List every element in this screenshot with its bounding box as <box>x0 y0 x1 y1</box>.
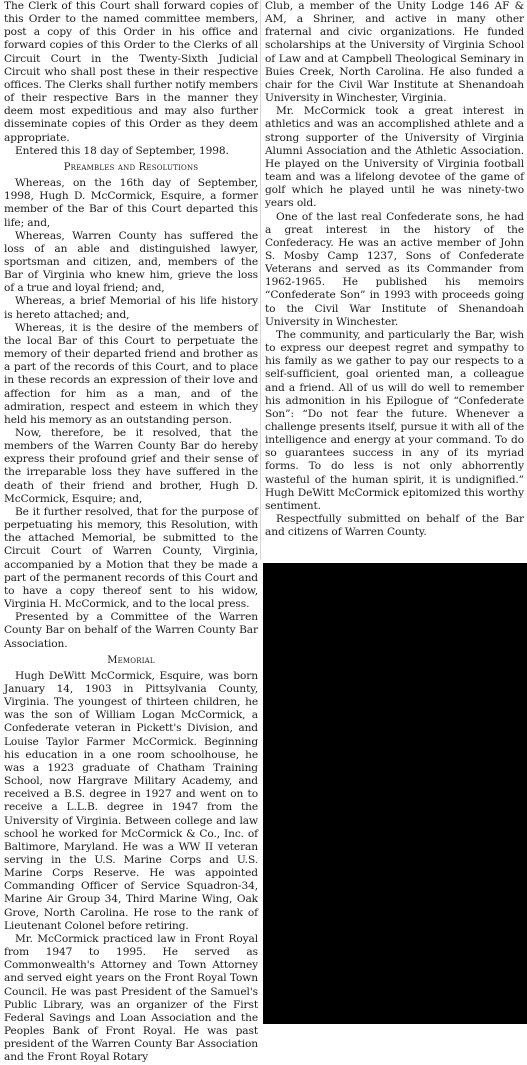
left-column <box>4 0 258 1064</box>
right-column <box>265 0 524 560</box>
whereas-loss-paragraph: Whereas, Warren County has suffered the loss of an able and distinguished lawyer, sportsman and citizen, and, members of the Bar of Virginia who knew him, grieve the loss of a true and loyal friend; and, <box>4 229 258 295</box>
whereas-desire-paragraph: Whereas, it is the desire of the members of the local Bar of this Court to perpetuate the memory of their departed friend and brother as a part of the records of this Court, and to place in these records an expression of their love and affection for him as a man, and of the admiration, respect and esteem in which they held his memory as an outstanding person. <box>4 321 258 426</box>
order-paragraph: The Clerk of this Court shall forward copies of this Order to the named committee members, post a copy of this Order in his office and forward copies of this Order to the Clerks of all Circuit Court in the Twenty-Sixth Judicial Circuit who shall post these in their respective offices. The Clerks shall further notify members of their respective Bars in the manner they deem most expeditious and may also further disseminate copies of this Order as they deem appropriate. <box>4 0 258 144</box>
community-paragraph: The community, and particularly the Bar, wish to express our deepest regret and sympathy to his family as we gather to pay our respects to a self-sufficient, goal oriented man, a colleague and a friend. All of us will do well to remember his admonition in his Epilogue of “Confederate Son”: “Do not fear the future. Whenever a challenge presents itself, pursue it with all of the intelligence and energy at your command. To do so guarantees success in any of its myriad forms. To do less is not only abhorrently wasteful of the human spirit, it is undignified.” Hugh DeWitt McCormick epitomized this worthy sentiment. <box>265 328 524 512</box>
resolved-paragraph: Now, therefore, be it resolved, that the members of the Warren County Bar do hereby express their profound grief and their sense of the irreparable loss they have suffered in the death of their friend and brother, Hugh D. McCormick, Esquire; and, <box>4 427 258 505</box>
entered-date-paragraph: Entered this 18 day of September, 1998. <box>15 144 229 157</box>
submitted-paragraph: Respectfully submitted on behalf of the Bar and citizens of Warren County. <box>265 513 524 539</box>
whereas-memorial-paragraph: Whereas, a brief Memorial of his life history is hereto attached; and, <box>4 295 258 321</box>
memorial-biography-paragraph: Hugh DeWitt McCormick, Esquire, was born January 14, 1903 in Pittsylvania County, Virginia. The youngest of thirteen children, he was the son of William Logan McCormick, a Confederate veteran in Pickett's Division, and Louise Taylor Farmer McCormick. Beginning his education in a one room schoolhouse, he was a 1923 graduate of Chatham Training School, now Hargrave Military Academy, and received a B.S. degree in 1927 and went on to receive a L.L.B. degree in 1947 from the University of Virginia. Between college and law school he worked for McCormick & Co., Inc. of Baltimore, Maryland. He was a WW II veteran serving in the U.S. Marine Corps and U.S. Marine Corps Reserve. He was appointed Commanding Officer of Service Squadron-34, Marine Air Group 34, Third Marine Wing, Oak Grove, North Carolina. He rose to the rank of Lieutenant Colonel before retiring. <box>4 669 258 932</box>
confederate-paragraph: One of the last real Confederate sons, he had a great interest in the history of the Confederacy. He was an active member of John S. Mosby Camp 1237, Sons of Confederate Veterans and served as its Commander from 1962-1965. He published his memoirs “Confederate Son” in 1993 with proceeds going to the Civil War Institute of Shenandoah University in Winchester. <box>265 210 524 328</box>
club-paragraph: Club, a member of the Unity Lodge 146 AF & AM, a Shriner, and active in many other fraternal and civic organizations. He funded scholarships at the University of Virginia School of Law and at Campbell Theological Seminary in Buies Creek, North Carolina. He also funded a chair for the Civil War Institute at Shenandoah University in Winchester, Virginia. <box>265 0 524 105</box>
law-practice-paragraph: Mr. McCormick practiced law in Front Royal from 1947 to 1995. He served as Commonwealth's Attorney and Town Attorney and served eight years on the Front Royal Town Council. He was past President of the Samuel's Public Library, was an organizer of the First Federal Savings and Loan Association and the Peoples Bank of Front Royal. He was past president of the Warren County Bar Association and the Front Royal Rotary <box>4 932 258 1064</box>
preambles-heading: Preambles and Resolutions <box>63 161 199 173</box>
whereas-departed-paragraph: Whereas, on the 16th day of September, 1998, Hugh D. McCormick, Esquire, a former member of the Bar of this Court departed this life; and, <box>4 177 258 229</box>
memorial-heading: Memorial <box>107 654 155 666</box>
black-redaction-block <box>263 563 527 1024</box>
presented-by-paragraph: Presented by a Committee of the Warren County Bar on behalf of the Warren County Bar Association. <box>4 611 258 650</box>
further-resolved-paragraph: Be it further resolved, that for the purpose of perpetuating his memory, this Resolution, with the attached Memorial, be submitted to the Circuit Court of Warren County, Virginia, accompanied by a Motion that they be made a part of the permanent records of this Court and to have a copy thereof sent to his widow, Virginia H. McCormick, and to the local press. <box>4 505 258 611</box>
athletics-paragraph: Mr. McCormick took a great interest in athletics and was an accomplished athlete and a strong supporter of the University of Virginia Alumni Association and the Athletic Association. He played on the University of Virginia football team and was a lifelong devotee of the game of golf which he played until he was ninety-two years old. <box>265 105 524 210</box>
column-divider <box>260 0 261 560</box>
